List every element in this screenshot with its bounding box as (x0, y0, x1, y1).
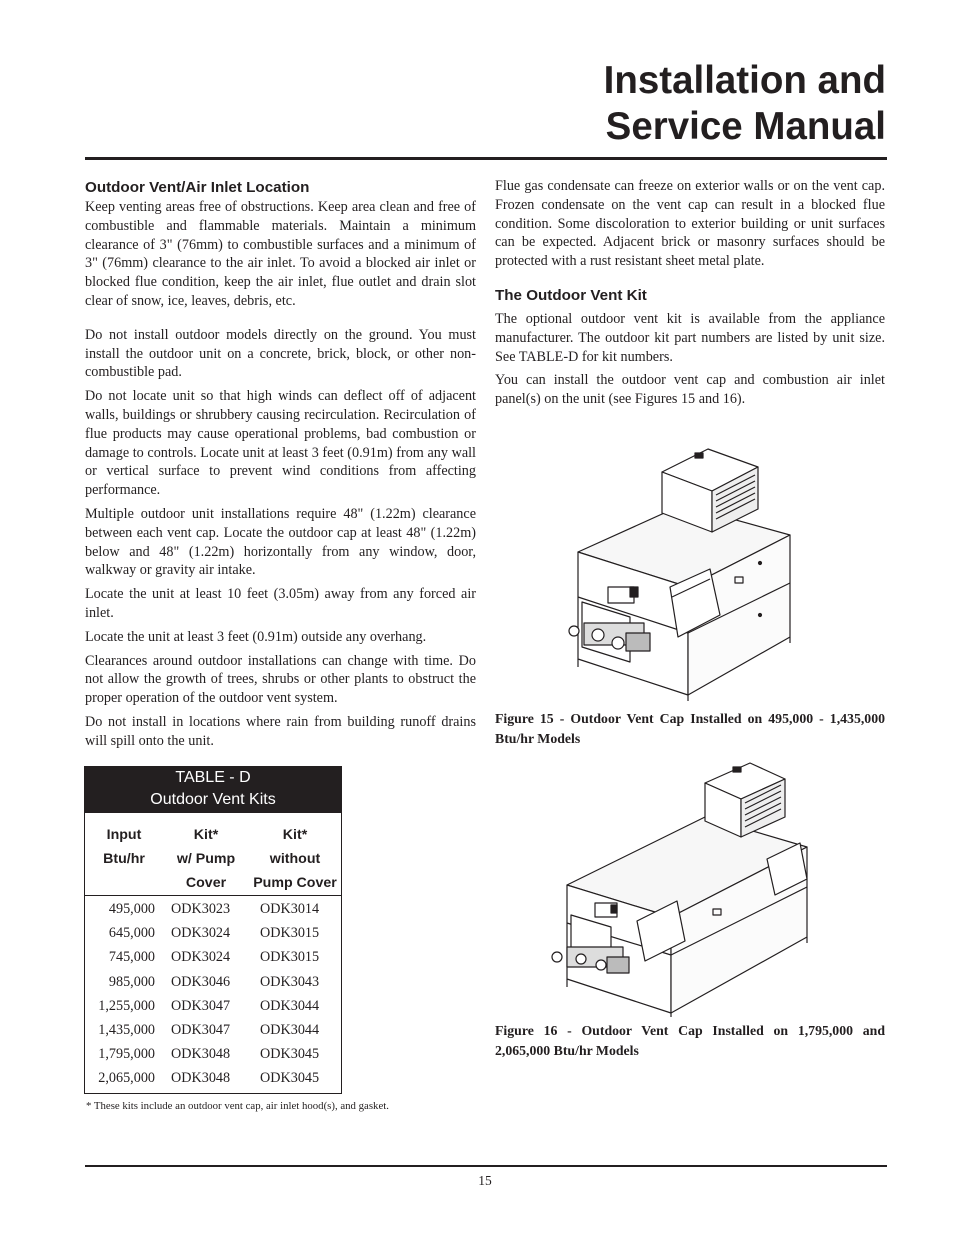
table-row (85, 921, 341, 945)
paragraph: Keep venting areas free of obstructions. Keep area clean and free of combustible and flammable materials. Maintain a minimum clearance of 3" (76mm) to combustible surfaces and a minimum of 3" (76mm) clearance to the air inlet. To avoid a blocked air inlet or blocked flue condition, keep the air inlet, flue outlet and drain slot clear of snow, ice, leaves, debris, etc. (85, 199, 476, 309)
right-column (495, 177, 885, 414)
table-row (85, 1042, 341, 1066)
left-column (85, 178, 476, 756)
cell-kit-pump: ODK3047 (171, 1022, 231, 1039)
cell-input: 985,000 (108, 973, 155, 990)
paragraph: Do not install in locations where rain from building runoff drains will spill onto the unit. (85, 713, 476, 749)
cell-input: 1,435,000 (98, 1022, 155, 1039)
cell-kit-no-pump: ODK3044 (260, 1022, 320, 1039)
column-header-kit-without-pump (249, 823, 341, 895)
section-heading-vent-kit: The Outdoor Vent Kit (495, 286, 647, 304)
header-text: Cover (185, 875, 227, 891)
table-row (85, 945, 341, 969)
table-footnote: * These kits include an outdoor vent cap, air inlet hood(s), and gasket. (86, 1100, 389, 1112)
cell-kit-pump: ODK3024 (171, 949, 231, 966)
cell-kit-pump: ODK3047 (171, 997, 231, 1014)
cell-input: 645,000 (108, 925, 155, 942)
figure-16-caption: Figure 16 - Outdoor Vent Cap Installed on 1,795,000 and 2,065,000 Btu/hr Models (495, 1023, 885, 1058)
header-text: w/ Pump (176, 851, 236, 867)
paragraph: Flue gas condensate can freeze on exterior walls or on the vent cap. Frozen condensate on the vent cap can result in a blocked flue condition. Some discoloration to exterior building or unit surfaces can be expected. Adjacent brick or masonry surfaces should be protected with a rust resistant sheet metal plate. (495, 178, 885, 270)
cell-input: 1,795,000 (98, 1046, 155, 1063)
figure-15-illustration (560, 437, 810, 702)
title-line-2: Service Manual (605, 105, 886, 148)
cell-kit-no-pump: ODK3043 (260, 973, 320, 990)
paragraph: The optional outdoor vent kit is available from the appliance manufacturer. The outdoor kit part numbers are listed by unit size. See TABLE-D for kit numbers. (495, 310, 885, 365)
header-text: Input (106, 827, 142, 843)
table-header-row (85, 813, 341, 896)
cell-kit-no-pump: ODK3045 (260, 1070, 320, 1087)
header-text: Kit* (193, 827, 219, 843)
table-row (85, 1018, 341, 1042)
table-row (85, 1066, 341, 1090)
cell-input: 495,000 (108, 901, 155, 917)
header-text: without (269, 851, 321, 867)
table-row (85, 994, 341, 1018)
cell-kit-pump: ODK3046 (171, 973, 231, 990)
cell-input: 2,065,000 (98, 1070, 155, 1087)
header-text (85, 871, 163, 895)
figure-16-illustration (545, 755, 815, 1017)
cell-kit-no-pump: ODK3014 (260, 901, 320, 917)
cell-input: 1,255,000 (98, 997, 155, 1014)
table-title-line-2: Outdoor Vent Kits (150, 791, 276, 808)
footer-rule (85, 1165, 887, 1167)
cell-kit-pump: ODK3048 (171, 1070, 231, 1087)
header-text: Btu/hr (103, 851, 145, 867)
header-text: Kit* (282, 827, 308, 843)
table-row (85, 897, 341, 921)
paragraph: Do not locate unit so that high winds can deflect off of adjacent walls, buildings or shrubbery causing recirculation. Recirculation of flue products may cause operational problems, bad combustion or damage to controls. Locate unit at least 3 feet (0.91m) from any wall or vertical surface to prevent wind conditions from affecting performance. (85, 388, 476, 499)
cell-kit-no-pump: ODK3044 (260, 997, 320, 1014)
paragraph: Clearances around outdoor installations can change with time. Do not allow the growth of trees, shrubs or other plants to obstruct the proper operation of the outdoor vent system. (85, 652, 476, 707)
paragraph: You can install the outdoor vent cap and combustion air inlet panel(s) on the unit (see Figures 15 and 16). (495, 372, 885, 408)
column-header-kit-with-pump (163, 823, 249, 895)
cell-kit-pump: ODK3048 (171, 1046, 231, 1063)
figure-15-caption: Figure 15 - Outdoor Vent Cap Installed on 495,000 - 1,435,000 Btu/hr Models (495, 711, 885, 746)
section-heading-vent-location: Outdoor Vent/Air Inlet Location (85, 179, 310, 196)
header-rule (85, 157, 887, 160)
cell-kit-pump: ODK3024 (171, 925, 231, 942)
cell-kit-no-pump: ODK3045 (260, 1046, 320, 1063)
page-number: 15 (478, 1173, 492, 1188)
paragraph: Multiple outdoor unit installations require 48" (1.22m) clearance between each vent cap. Locate the outdoor cap at least 48" (1.22m) below and 48" (1.22m) horizontally from any window, door, walkway or gravity air intake. (85, 505, 476, 579)
page-title (460, 58, 886, 150)
paragraph: Do not install outdoor models directly on the ground. You must install the outdoor unit on a concrete, brick, block, or other non-combustible pad. (85, 326, 476, 381)
table-row (85, 970, 341, 994)
column-header-input (85, 823, 163, 895)
outdoor-vent-kits-table (84, 766, 342, 1094)
cell-input: 745,000 (108, 949, 155, 966)
table-title (85, 767, 341, 813)
cell-kit-pump: ODK3023 (171, 901, 231, 917)
paragraph: Locate the unit at least 10 feet (3.05m) away from any forced air inlet. (85, 586, 476, 621)
cell-kit-no-pump: ODK3015 (260, 949, 320, 966)
table-body (85, 896, 341, 1093)
title-line-1: Installation and (603, 59, 886, 102)
paragraph: Locate the unit at least 3 feet (0.91m) outside any overhang. (85, 628, 427, 645)
header-text: Pump Cover (253, 875, 337, 891)
table-title-line-1: TABLE - D (175, 769, 251, 786)
cell-kit-no-pump: ODK3015 (260, 925, 320, 942)
